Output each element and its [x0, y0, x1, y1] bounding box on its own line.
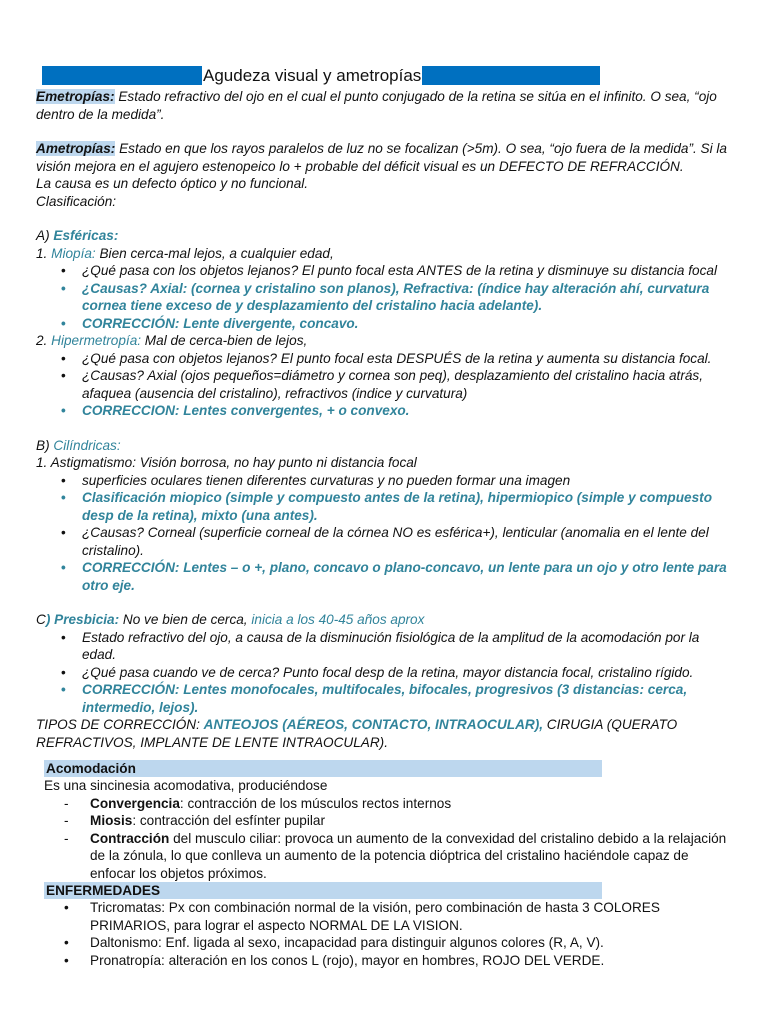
item-text: : contracción de los músculos rectos internos	[179, 795, 452, 811]
item-term: Contracción	[90, 830, 170, 846]
emetropias-text: Estado refractivo del ojo en el cual el punto conjugado de la retina se sitúa en el infinito. O sea, “ojo dentro de la medida”.	[36, 89, 717, 122]
list-item: • CORRECCIÓN: Lentes monofocales, multifocales, bifocales, progresivos (3 distancias: cerca, intermedio, lejos).	[36, 681, 736, 716]
enfermedades-list	[36, 899, 736, 969]
miopia-list	[36, 262, 736, 332]
hipermetropia-heading	[36, 332, 736, 350]
esfericas-heading	[36, 227, 736, 245]
presbicia-label: ) Presbicia:	[45, 612, 120, 627]
list-item: • ¿Causas? Corneal (superficie corneal de la córnea NO es esférica+), lenticular (anomalia en el lente del cristalino).	[36, 524, 736, 559]
cilindricas-heading	[36, 437, 736, 455]
miopia-prefix: 1.	[36, 245, 52, 261]
item-term: Miosis	[90, 813, 133, 828]
list-item: • Estado refractivo del ojo, a causa de la disminución fisiológica de la amplitud de la acomodación por la edad.	[36, 629, 736, 664]
hipermetropia-label: Hipermetropía:	[51, 333, 142, 348]
presbicia-list	[36, 629, 736, 717]
ametropias-cause: La causa es un defecto óptico y no funcional.	[36, 176, 309, 191]
tipos-prefix: TIPOS DE CORRECCIÓN:	[36, 717, 204, 732]
cilindricas-list	[36, 472, 736, 595]
astigmatismo-line: 1. Astigmatismo: Visión borrosa, no hay punto ni distancia focal	[36, 455, 417, 470]
emetropias-paragraph	[36, 88, 736, 123]
list-item: • ¿Causas? Axial (ojos pequeños=diámetro y cornea son peq), desplazamiento del cristalino hacia atrás, afaquea (ausencia del cristalino), refractivos (indice y curvatura)	[36, 367, 736, 402]
emetropias-label: Emetropías:	[36, 89, 115, 104]
list-item	[36, 795, 736, 813]
clasificacion-label: Clasificación:	[36, 193, 117, 209]
hipermetropia-list	[36, 350, 736, 420]
list-item: • CORRECCION: Lentes convergentes, + o convexo.	[36, 402, 736, 420]
list-item	[36, 812, 736, 830]
list-item: • ¿Qué pasa cuando ve de cerca? Punto focal desp de la retina, mayor distancia focal, cristalino rígido.	[36, 664, 736, 682]
list-item: • ¿Qué pasa con objetos lejanos? El punto focal esta DESPUÉS de la retina y aumenta su distancia focal.	[36, 350, 736, 368]
miopia-heading	[36, 245, 736, 263]
title-bar	[42, 66, 600, 85]
list-item: • CORRECCIÓN: Lentes – o +, plano, concavo o plano-concavo, un lente para un ojo y otro lente para otro eje.	[36, 559, 736, 594]
tipos-correccion	[36, 716, 736, 751]
document-body	[36, 88, 736, 768]
ametropias-text: Estado en que los rayos paralelos de luz no se focalizan (>5m). O sea, “ojo fuera de la medida”. Si la visión mejora en el agujero estenopeico lo + probable del déficit visual es un DEFECTO DE REFRACCIÓN.	[36, 141, 727, 174]
enfermedades-heading: ENFERMEDADES	[44, 882, 602, 899]
esfericas-prefix: A)	[36, 228, 54, 243]
cilindricas-prefix: B)	[36, 437, 54, 453]
list-item: • Clasificación miopico (simple y compuesto antes de la retina), hipermiopico (simple y compuesto desp de la retina), mixto (una antes).	[36, 489, 736, 524]
tipos-rest: CIRUGIA (QUERATO REFRACTIVOS, IMPLANTE DE LENTE INTRAOCULAR).	[36, 717, 678, 750]
presbicia-onset: inicia a los 40-45 años aprox	[251, 612, 425, 627]
ametropias-paragraph	[36, 140, 736, 175]
page-title: Agudeza visual y ametropías	[203, 66, 422, 85]
tipos-highlight: ANTEOJOS (AÉREOS, CONTACTO, INTRAOCULAR),	[203, 717, 544, 732]
presbicia-prefix: C	[36, 612, 46, 627]
cilindricas-label: Cilíndricas:	[53, 437, 121, 453]
esfericas-label: Esféricas:	[53, 228, 119, 243]
list-item	[36, 830, 736, 883]
list-item: • ¿Qué pasa con los objetos lejanos? El punto focal esta ANTES de la retina y disminuye su distancia focal	[36, 262, 736, 280]
acomodacion-intro: Es una sincinesia acomodativa, produciéndose	[44, 778, 328, 793]
list-item: • Tricromatas: Px con combinación normal de la visión, pero combinación de hasta 3 COLORES PRIMARIOS, para lograr el aspecto NORMAL DE LA VISION.	[36, 899, 736, 934]
ametropias-label: Ametropías:	[36, 141, 116, 156]
list-item: • Daltonismo: Enf. ligada al sexo, incapacidad para distinguir algunos colores (R, A, V).	[36, 934, 736, 952]
list-item: • ¿Causas? Axial: (cornea y cristalino son planos), Refractiva: (índice hay alteración ahí, curvatura cornea tiene exceso de y desplazamiento del cristalino hacia adelante).	[36, 280, 736, 315]
acomodacion-list	[36, 795, 736, 883]
item-text: : contracción del esfínter pupilar	[132, 813, 325, 828]
hipermetropia-prefix: 2.	[36, 333, 52, 348]
acomodacion-heading: Acomodación	[44, 760, 602, 777]
presbicia-text: No ve bien de cerca,	[119, 612, 252, 627]
list-item: • Pronatropía: alteración en los conos L (rojo), mayor en hombres, ROJO DEL VERDE.	[36, 952, 736, 970]
acomodacion-section	[36, 760, 736, 969]
miopia-label: Miopía:	[51, 245, 96, 261]
item-text: del musculo ciliar: provoca un aumento de la convexidad del cristalino debido a la relajación de la zónula, lo que conlleva un aumento de la potencia dióptrica del cristalino haciéndole capaz de enfocar los objetos próximos.	[90, 830, 727, 881]
list-item: • superficies oculares tienen diferentes curvaturas y no pueden formar una imagen	[36, 472, 736, 490]
list-item: • CORRECCIÓN: Lente divergente, concavo.	[36, 315, 736, 333]
item-term: Convergencia	[90, 795, 180, 811]
miopia-text: Bien cerca-mal lejos, a cualquier edad,	[95, 245, 334, 261]
hipermetropia-text: Mal de cerca-bien de lejos,	[141, 333, 308, 348]
presbicia-heading	[36, 611, 736, 629]
